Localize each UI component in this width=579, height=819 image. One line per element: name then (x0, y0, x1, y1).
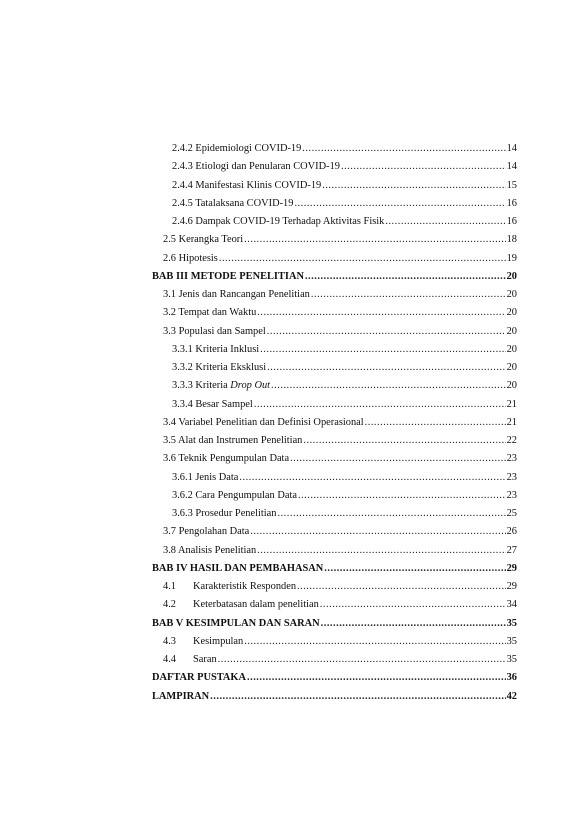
toc-entry-page-number: 20 (506, 362, 517, 373)
toc-entry-label: Karakteristik Responden (193, 581, 297, 592)
toc-entry[interactable] (163, 232, 517, 248)
toc-dot-leader (257, 543, 505, 559)
toc-entry-title (172, 397, 253, 413)
toc-entry-title (163, 433, 302, 449)
toc-entry-page-number: 22 (506, 435, 517, 446)
toc-entry-title (172, 488, 297, 504)
toc-entry[interactable] (152, 670, 517, 686)
toc-entry-label: 3.3.2 Kriteria Eksklusi (172, 362, 267, 373)
toc-entry-number: 4.1 (163, 581, 176, 592)
toc-entry-title (163, 232, 243, 248)
toc-entry-title (172, 470, 238, 486)
toc-dot-leader (324, 561, 505, 577)
toc-entry[interactable] (172, 470, 517, 486)
toc-entry-title (163, 579, 296, 595)
toc-dot-leader (385, 214, 505, 230)
toc-entry-page-number: 21 (506, 417, 517, 428)
toc-entry-title (163, 543, 256, 559)
toc-entry[interactable] (163, 597, 517, 613)
toc-entry-page-number: 25 (506, 508, 517, 519)
toc-entry-title (163, 652, 217, 668)
toc-entry-label: 3.7 Pengolahan Data (163, 526, 250, 537)
toc-dot-leader (218, 652, 506, 668)
toc-entry-page-number: 16 (506, 198, 517, 209)
toc-entry[interactable] (163, 415, 517, 431)
toc-entry-label: 2.6 Hipotesis (163, 253, 218, 264)
toc-entry-label: 2.4.3 Etiologi dan Penularan COVID-19 (172, 161, 340, 172)
toc-entry-label: BAB III METODE PENELITIAN (152, 271, 304, 282)
toc-entry[interactable] (172, 196, 517, 212)
toc-entry-label: 3.4 Variabel Penelitian dan Definisi Operasional (163, 417, 364, 428)
toc-entry-label: 3.3 Populasi dan Sampel (163, 326, 266, 337)
toc-entry-page-number: 29 (506, 563, 517, 574)
toc-entry[interactable] (172, 342, 517, 358)
toc-entry-title (163, 634, 243, 650)
toc-entry-page-number: 23 (506, 453, 517, 464)
toc-entry-page-number: 42 (506, 691, 517, 702)
toc-entry[interactable] (163, 524, 517, 540)
toc-entry-label: Keterbatasan dalam penelitian (193, 599, 319, 610)
toc-entry-label: 3.6.3 Prosedur Penelitian (172, 508, 277, 519)
toc-entry-label: 3.5 Alat dan Instrumen Penelitian (163, 435, 303, 446)
toc-dot-leader (365, 415, 506, 431)
toc-entry-label: 3.6 Teknik Pengumpulan Data (163, 453, 290, 464)
toc-entry[interactable] (163, 305, 517, 321)
toc-entry-title (163, 597, 319, 613)
toc-entry-number: 4.3 (163, 636, 176, 647)
toc-dot-leader (305, 269, 506, 285)
toc-entry-title (163, 524, 249, 540)
toc-entry[interactable] (152, 269, 517, 285)
toc-entry-title (163, 287, 310, 303)
toc-entry-page-number: 20 (506, 380, 517, 391)
toc-entry[interactable] (152, 561, 517, 577)
toc-entry[interactable] (152, 616, 517, 632)
toc-dot-leader (302, 141, 505, 157)
toc-entry-page-number: 20 (506, 307, 517, 318)
toc-dot-leader (267, 360, 506, 376)
toc-dot-leader (254, 397, 506, 413)
toc-entry-page-number: 27 (506, 545, 517, 556)
toc-entry-page-number: 35 (506, 636, 517, 647)
toc-entry-label: DAFTAR PUSTAKA (152, 672, 246, 683)
toc-dot-leader (298, 488, 506, 504)
toc-entry[interactable] (172, 360, 517, 376)
toc-entry-label: LAMPIRAN (152, 691, 210, 702)
toc-entry[interactable] (163, 324, 517, 340)
toc-dot-leader (257, 305, 505, 321)
toc-entry-page-number: 19 (506, 253, 517, 264)
toc-entry-title (172, 159, 340, 175)
toc-entry[interactable] (163, 579, 517, 595)
toc-entry-label: 3.6.1 Jenis Data (172, 472, 239, 483)
toc-entry[interactable] (172, 378, 517, 394)
toc-entry-title (172, 141, 301, 157)
toc-entry-title (152, 616, 320, 632)
toc-dot-leader (247, 670, 506, 686)
toc-dot-leader (297, 579, 506, 595)
toc-entry-page-number: 16 (506, 216, 517, 227)
toc-entry-page-number: 20 (506, 289, 517, 300)
toc-dot-leader (267, 324, 506, 340)
toc-entry[interactable] (172, 488, 517, 504)
toc-entry-title (172, 342, 259, 358)
toc-entry-label: BAB IV HASIL DAN PEMBAHASAN (152, 563, 324, 574)
toc-dot-leader (303, 433, 505, 449)
toc-dot-leader (244, 232, 505, 248)
toc-entry-title (172, 214, 384, 230)
toc-entry-page-number: 14 (506, 143, 517, 154)
toc-entry-title (163, 451, 289, 467)
toc-entry[interactable] (172, 506, 517, 522)
toc-entry-number: 4.2 (163, 599, 176, 610)
toc-entry[interactable] (172, 397, 517, 413)
toc-entry-page-number: 29 (506, 581, 517, 592)
toc-entry-title (172, 360, 266, 376)
toc-entry[interactable] (163, 287, 517, 303)
toc-entry-page-number: 35 (506, 618, 517, 629)
toc-entry-page-number: 20 (506, 271, 517, 282)
toc-entry-title (163, 251, 218, 267)
toc-entry-title (172, 178, 321, 194)
toc-entry-title (172, 196, 293, 212)
toc-entry-title (152, 689, 209, 705)
toc-entry[interactable] (152, 689, 517, 705)
toc-dot-leader (294, 196, 505, 212)
toc-entry[interactable] (172, 159, 517, 175)
toc-entry-title (152, 561, 323, 577)
toc-dot-leader (250, 524, 505, 540)
toc-entry[interactable] (163, 251, 517, 267)
toc-entry-page-number: 18 (506, 234, 517, 245)
toc-entry[interactable] (172, 178, 517, 194)
toc-entry-label: 3.3.1 Kriteria Inklusi (172, 344, 260, 355)
toc-entry[interactable] (172, 141, 517, 157)
toc-entry-page-number: 21 (506, 399, 517, 410)
toc-entry-title (152, 269, 304, 285)
toc-entry-page-number: 20 (506, 326, 517, 337)
toc-entry-number: 4.4 (163, 654, 176, 665)
toc-entry[interactable] (172, 214, 517, 230)
toc-entry-page-number: 14 (506, 161, 517, 172)
toc-entry-label: Saran (193, 654, 217, 665)
toc-entry-title (163, 415, 364, 431)
toc-entry-label: Kesimpulan (193, 636, 244, 647)
toc-dot-leader (320, 597, 506, 613)
toc-entry-title (163, 324, 266, 340)
toc-entry-page-number: 26 (506, 526, 517, 537)
toc-dot-leader (322, 178, 505, 194)
toc-dot-leader (219, 251, 506, 267)
toc-dot-leader (321, 616, 506, 632)
toc-entry[interactable] (163, 634, 517, 650)
toc-dot-leader (210, 689, 505, 705)
toc-dot-leader (341, 159, 506, 175)
toc-entry-page-number: 15 (506, 180, 517, 191)
toc-dot-leader (290, 451, 506, 467)
toc-entry-label: 3.3.4 Besar Sampel (172, 399, 253, 410)
toc-entry-page-number: 23 (506, 490, 517, 501)
toc-entry-label: 2.4.4 Manifestasi Klinis COVID-19 (172, 180, 322, 191)
toc-entry-page-number: 34 (506, 599, 517, 610)
toc-entry-label: 2.5 Kerangka Teori (163, 234, 244, 245)
toc-entry-title (163, 305, 256, 321)
toc-entry-title (172, 378, 270, 394)
toc-dot-leader (244, 634, 505, 650)
toc-dot-leader (277, 506, 505, 522)
toc-entry-page-number: 20 (506, 344, 517, 355)
toc-entry-page-number: 35 (506, 654, 517, 665)
toc-entry[interactable] (163, 652, 517, 668)
toc-entry-label: 3.2 Tempat dan Waktu (163, 307, 257, 318)
toc-dot-leader (311, 287, 506, 303)
toc-entry[interactable] (163, 451, 517, 467)
toc-entry-page-number: 36 (506, 672, 517, 683)
toc-dot-leader (239, 470, 505, 486)
toc-entry-label-italic: Drop Out (230, 380, 271, 391)
toc-entry-label: 3.8 Analisis Penelitian (163, 545, 257, 556)
toc-entry-label: 3.3.3 Kriteria (172, 380, 231, 391)
toc-entry-label: 2.4.5 Tatalaksana COVID-19 (172, 198, 294, 209)
toc-entry-label: BAB V KESIMPULAN DAN SARAN (152, 618, 320, 629)
toc-dot-leader (260, 342, 505, 358)
toc-entry-page-number: 23 (506, 472, 517, 483)
toc-entry-label: 3.1 Jenis dan Rancangan Penelitian (163, 289, 310, 300)
toc-dot-leader (271, 378, 506, 394)
toc-entry-title (152, 670, 246, 686)
toc-entry-label: 3.6.2 Cara Pengumpulan Data (172, 490, 297, 501)
toc-entry-title (172, 506, 276, 522)
toc-entry-label: 2.4.2 Epidemiologi COVID-19 (172, 143, 302, 154)
toc-entry[interactable] (163, 433, 517, 449)
toc-entry-label: 2.4.6 Dampak COVID-19 Terhadap Aktivitas Fisik (172, 216, 385, 227)
toc-entry[interactable] (163, 543, 517, 559)
